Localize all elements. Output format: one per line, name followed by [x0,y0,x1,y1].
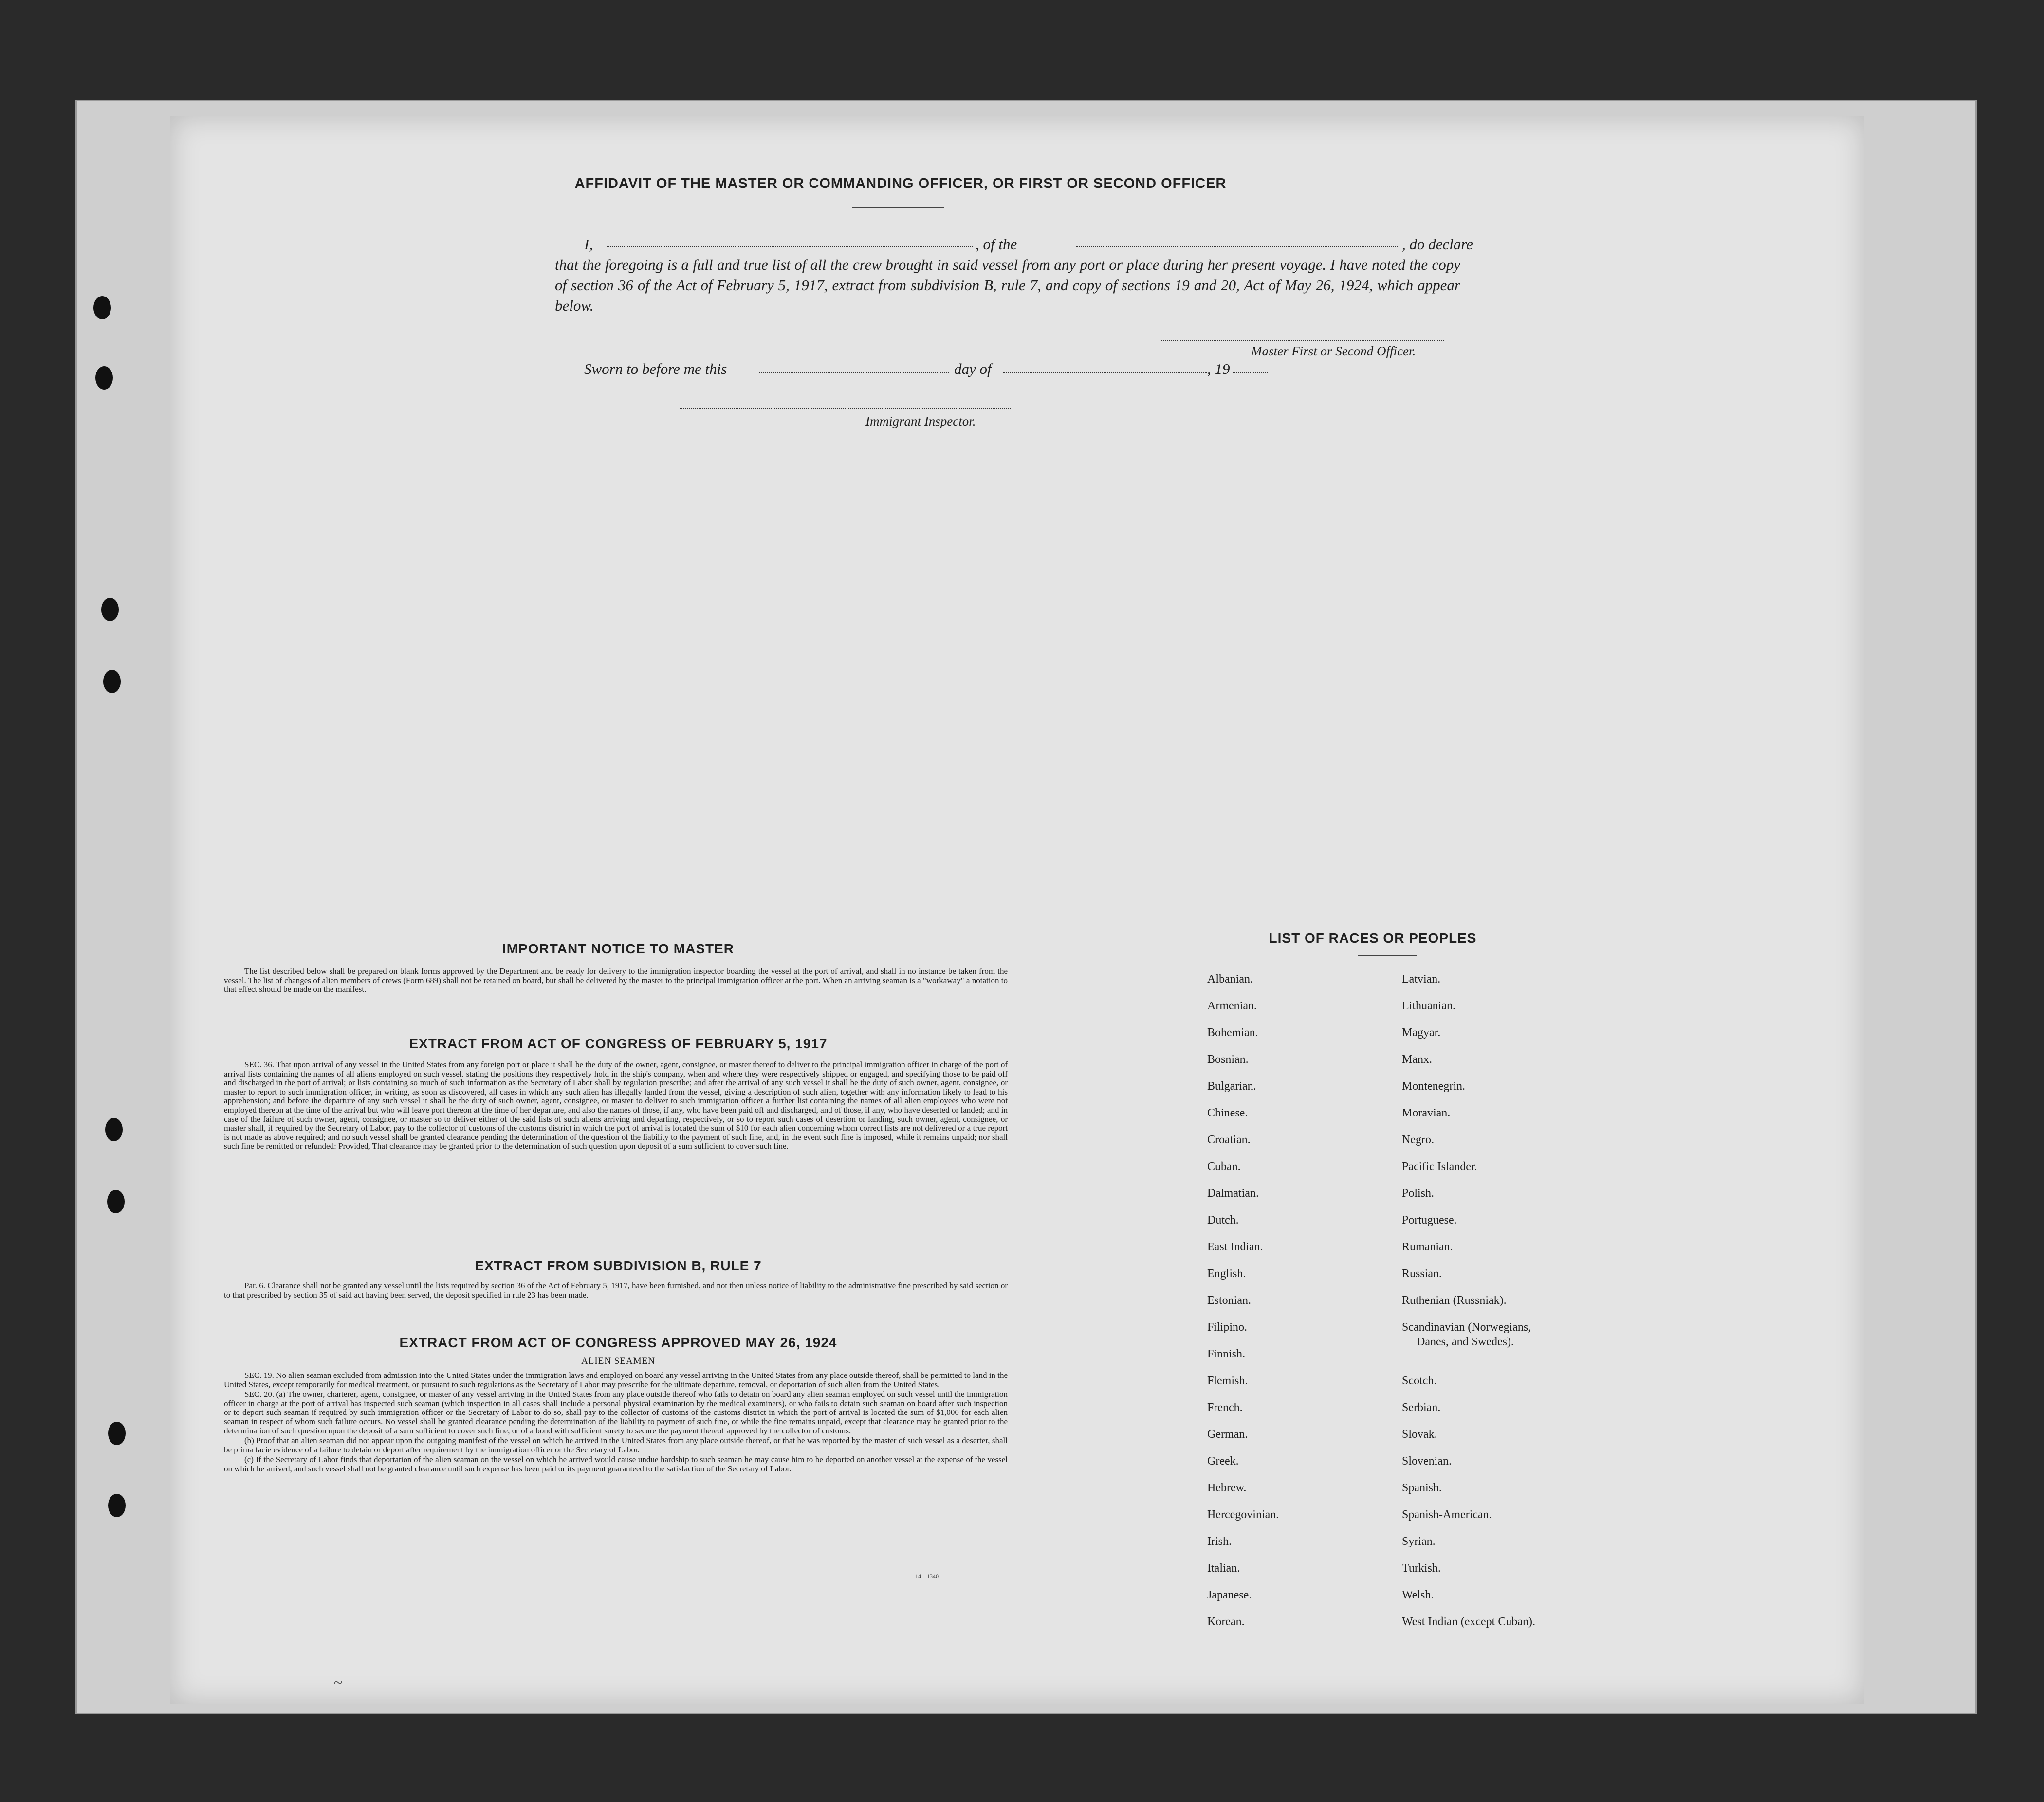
sec20a-paragraph: SEC. 20. (a) The owner, charterer, agent, consignee, or master of any vessel arriving in the United States from any place outside thereof who fails to detain on board any alien seaman employed on such vessel until the immigration officer in charge at the port of arrival has inspected such seaman (which inspection in all cases shall include a personal physical examination by the medical examiners), or who fails to detain such seaman on board after such inspection or to deport such seaman if required by such immigration officer or the Secretary of Labor to do so, shall pay to the collector of customs of the customs district in which the port of arrival is located the sum of $1,000 for each alien seaman in respect of whom such failure occurs. No vessel shall be granted clearance pending the determination of the liability to payment of such fine, or while the fine remains unpaid, except that clearance may be granted prior to the determination of such question upon the deposit of a sum sufficient to cover such fine, or of a bond with sufficient surety to secure the payment thereof approved by the collector of customs. [224,1390,1008,1435]
race-item: Portuguese. [1402,1214,1457,1226]
race-item: English. [1207,1267,1246,1280]
form-number: 14—1340 [915,1573,939,1579]
race-item: Estonian. [1207,1294,1251,1307]
affidavit-title: AFFIDAVIT OF THE MASTER OR COMMANDING OFFICER, OR FIRST OR SECOND OFFICER [574,176,1227,191]
race-item: Spanish. [1402,1482,1442,1494]
inspector-label: Immigrant Inspector. [865,414,976,428]
name-blank[interactable] [607,246,973,247]
notice-title: IMPORTANT NOTICE TO MASTER [502,941,735,956]
subdiv-b-text [224,1282,1008,1300]
race-item: Bosnian. [1207,1053,1249,1066]
day-of-label: day of [954,360,992,377]
race-item: Slovak. [1402,1428,1437,1441]
race-item: French. [1207,1401,1243,1414]
title-underline [852,207,944,208]
race-item: Dalmatian. [1207,1187,1259,1200]
affidavit-page [170,116,1864,1704]
extract-1917-text [224,1060,1008,1152]
race-item: Pacific Islander. [1402,1160,1477,1173]
race-item: Manx. [1402,1053,1432,1066]
punch-hole [108,1494,126,1517]
race-item: Rumanian. [1402,1241,1453,1253]
race-item: Serbian. [1402,1401,1441,1414]
sworn-month-blank[interactable] [1003,372,1207,373]
races-title: LIST OF RACES OR PEOPLES [1269,930,1477,946]
race-item: Dutch. [1207,1214,1239,1226]
race-item: Bulgarian. [1207,1080,1256,1093]
sworn-day-blank[interactable] [759,372,949,373]
affidavit-i: I, [584,236,593,253]
sworn-year-blank[interactable] [1233,372,1268,373]
race-item: Welsh. [1402,1589,1434,1601]
sworn-label: Sworn to before me this [584,360,727,377]
race-item: Italian. [1207,1562,1240,1575]
affidavit-body: that the foregoing is a full and true list of all the crew brought in said vessel from any port or place during her present voyage. I have noted the copy of section 36 of the Act of February 5, 1917, extract from subdivision B, rule 7, and copy of sections 19 and 20, Act of May 26, 1924, which appear below. [555,256,1460,314]
race-item: Flemish. [1207,1375,1248,1387]
race-item: Cuban. [1207,1160,1241,1173]
race-item: Finnish. [1207,1348,1246,1360]
race-item: Russian. [1402,1267,1442,1280]
race-item: Lithuanian. [1402,1000,1455,1012]
race-item: East Indian. [1207,1241,1263,1253]
notice-paragraph: The list described below shall be prepared on blank forms approved by the Department and be ready for delivery to the immigration inspector boarding the vessel at the port of arrival, and shall in no instance be taken from the vessel. The list of changes of alien members of crews (Form 689) shall not be retained on board, but shall be delivered by the master to the principal immigration officer at the port. When an arriving seaman is a "workaway" a notation to that effect should be made on the manifest. [224,966,1008,994]
race-item: Hercegovinian. [1207,1508,1279,1521]
sec19-paragraph: SEC. 19. No alien seaman excluded from admission into the United States under the immigration laws and employed on board any vessel arriving in the United States from any place outside thereof, shall be permitted to land in the United States, except temporarily for medical treatment, or pursuant to such regulations as the Secretary of Labor may prescribe for the ultimate departure, removal, or deportation of such alien from the United States. [224,1371,1008,1389]
handwritten-mark: ~ [333,1674,343,1692]
race-item: West Indian (except Cuban). [1402,1616,1535,1628]
sec20b-paragraph: (b) Proof that an alien seaman did not appear upon the outgoing manifest of the vessel on which he arrived in the United States from any place outside thereof, or that he was reported by the master of such vessel as a deserter, shall be prima facie evidence of a failure to detain or deport after requirement by the immigration officer or the Secretary of Labor. [224,1436,1008,1454]
race-item: Greek. [1207,1455,1239,1468]
affidavit-of-the: , of the [976,236,1017,253]
subdiv-b-title: EXTRACT FROM SUBDIVISION B, RULE 7 [475,1258,762,1273]
extract-1924-text [224,1371,1008,1475]
race-item: Danes, and Swedes). [1417,1336,1514,1348]
race-item: Polish. [1402,1187,1435,1200]
race-item: Syrian. [1402,1535,1436,1548]
notice-text [224,967,1008,995]
extract-1917-title: EXTRACT FROM ACT OF CONGRESS OF FEBRUARY 5, 1917 [409,1036,828,1051]
year-label: , 19 [1207,360,1230,377]
race-item: Turkish. [1402,1562,1441,1575]
signature-line[interactable] [1161,340,1444,341]
races-title-underline [1358,955,1417,956]
race-item: Albanian. [1207,973,1253,985]
punch-hole [93,296,111,319]
punch-hole [105,1118,123,1141]
signature-label: Master First or Second Officer. [1251,344,1416,358]
sec20c-paragraph: (c) If the Secretary of Labor finds that deportation of the alien seaman on the vessel on which he arrived would cause undue hardship to such seaman he may cause him to be deported on another vessel at the expense of the vessel on which he arrived, and such vessel shall not be granted clearance until such expense has been paid or its payment guaranteed to the satisfaction of the Secretary of Labor. [224,1455,1008,1473]
race-item: Spanish-American. [1402,1508,1492,1521]
sec36-paragraph: SEC. 36. That upon arrival of any vessel in the United States from any foreign port or place it shall be the duty of the owner, agent, consignee, or master thereof to deliver to the principal immigration officer in charge of the port of arrival lists containing the names of all aliens employed on such vessel, stating the positions they respectively hold in the ship's company, when and where they were respectively shipped or engaged, and specifying those to be paid off and discharged in the port of arrival; or lists containing so much of such information as the Secretary of Labor shall by regulation prescribe; and after the arrival of any such vessel it shall be the duty of such owner, agent, consignee, or master to report to such immigration officer, in writing, as soon as discovered, all cases in which any such alien has illegally landed from the vessel, giving a description of such alien, together with any information likely to lead to his apprehension; and before the departure of any such vessel it shall be the duty of such owner, agent, consignee, or master to deliver to such immigration officer a further list containing the names of all alien employees who were not employed thereon at the time of the arrival but who will leave port thereon at the time of her departure, and also the names of those, if any, who have been paid off and discharged, and of those, if any, who have deserted or landed; and in case of the failure of such owner, agent, consignee, or master so to deliver either of the said lists of such aliens arriving and departing, respectively, or so to report such cases of desertion or landing, such owner, agent, consignee, or master shall, if required by the Secretary of Labor, pay to the collector of customs of the customs district in which the port of arrival is located the sum of $10 for each alien concerning whom correct lists are not delivered or a true report is not made as above required; and no such vessel shall be granted clearance pending the determination of the question of the liability to the payment of such fine, and, in the event such fine is imposed, while it remains unpaid; nor shall such fine be remitted or refunded: Provided, That clearance may be granted prior to the determination of such question upon deposit of a sum sufficient to cover such fine. [224,1060,1008,1151]
race-item: Montenegrin. [1402,1080,1465,1093]
punch-hole [108,1422,126,1445]
affidavit-declare: , do declare [1402,236,1473,253]
alien-seamen-subtitle: ALIEN SEAMEN [581,1356,655,1366]
race-item: Ruthenian (Russniak). [1402,1294,1507,1307]
race-item: Japanese. [1207,1589,1252,1601]
punch-hole [95,366,113,390]
race-item: Scandinavian (Norwegians, [1402,1321,1531,1334]
race-item: Hebrew. [1207,1482,1247,1494]
inspector-signature-line[interactable] [680,408,1011,409]
par6-paragraph: Par. 6. Clearance shall not be granted any vessel until the lists required by section 36 of the Act of February 5, 1917, have been furnished, and not then unless notice of liability to the administrative fine prescribed by said section or to that prescribed by section 35 of said act having been served, the deposit specified in rule 23 has been made. [224,1281,1008,1300]
race-item: Croatian. [1207,1133,1251,1146]
punch-hole [101,598,119,621]
race-item: Slovenian. [1402,1455,1452,1468]
race-item: Korean. [1207,1616,1245,1628]
race-item: German. [1207,1428,1248,1441]
punch-hole [107,1190,125,1213]
race-item: Irish. [1207,1535,1232,1548]
race-item: Negro. [1402,1133,1434,1146]
race-item: Magyar. [1402,1026,1441,1039]
extract-1924-title: EXTRACT FROM ACT OF CONGRESS APPROVED MAY 26, 1924 [399,1335,837,1350]
race-item: Filipino. [1207,1321,1248,1334]
race-item: Moravian. [1402,1107,1451,1119]
race-item: Scotch. [1402,1375,1437,1387]
race-item: Bohemian. [1207,1026,1258,1039]
race-item: Chinese. [1207,1107,1248,1119]
race-item: Armenian. [1207,1000,1257,1012]
vessel-blank[interactable] [1076,246,1399,247]
punch-hole [103,670,121,693]
race-item: Latvian. [1402,973,1441,985]
